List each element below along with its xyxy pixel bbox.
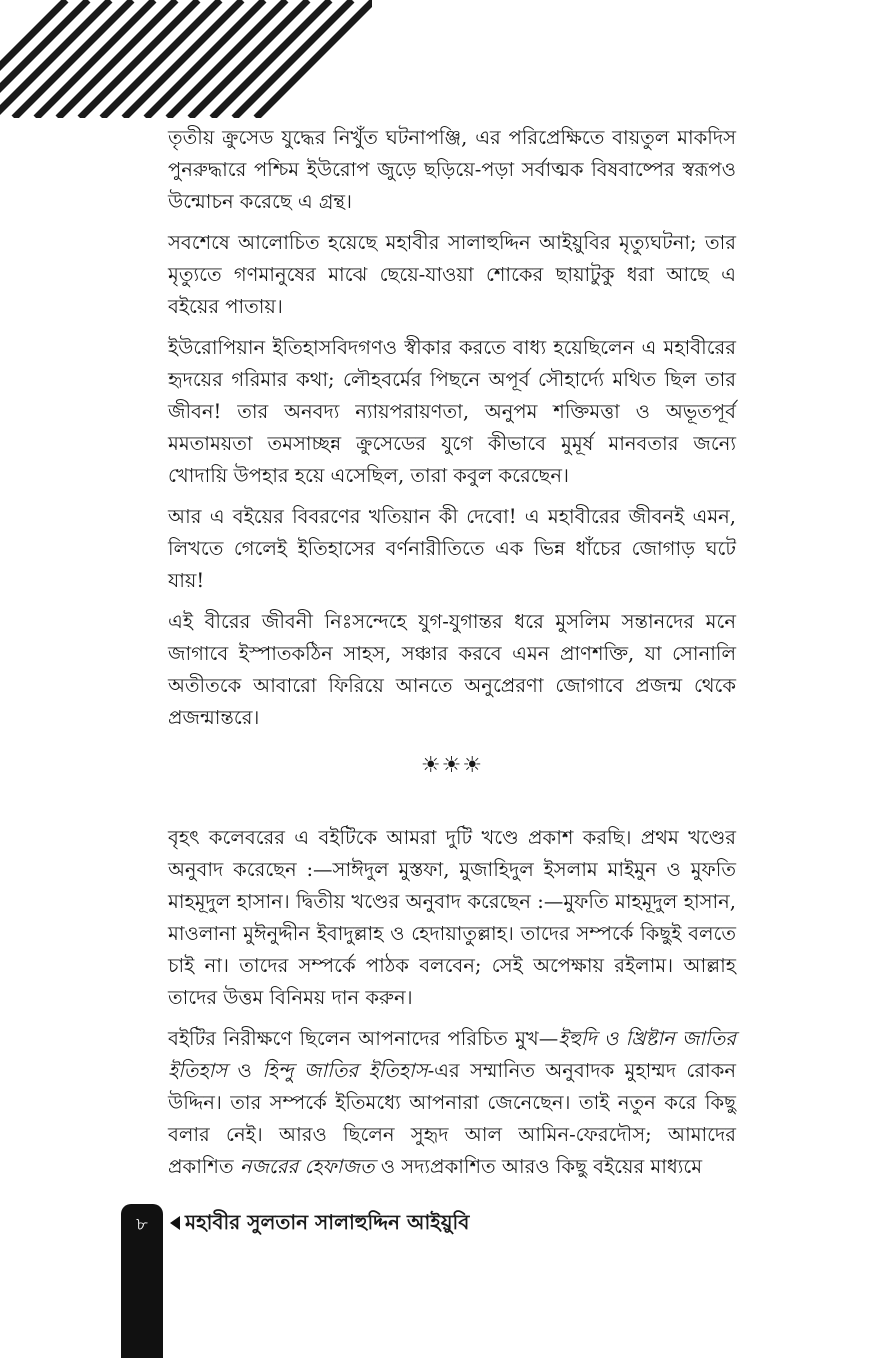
body-text-bottom	[168, 822, 736, 1192]
triangle-left-icon	[170, 1216, 180, 1230]
text-run: ও সদ্যপ্রকাশিত আরও কিছু বইয়ের মাধ্যমে	[374, 1155, 703, 1178]
footer-page-tab	[121, 1204, 163, 1358]
corner-stripe-decoration	[0, 0, 372, 118]
text-run: -এর সম্মানিত অনুবাদক মুহাম্মদ রোকন উদ্দিন। তার সম্পর্কে ইতিমধ্যে আপনারা জেনেছেন। তাই নতুন করে কিছু বলার নেই। আরও ছিলেন সুহৃদ আল আমিন-ফেরদৌস; আমাদের প্রকাশিত	[168, 1059, 736, 1178]
body-text-top	[168, 122, 736, 743]
book-title-italic: ইহুদি ও খ্রিষ্টান জাতির ইতিহাস	[168, 1027, 736, 1082]
review-paragraph	[168, 1023, 736, 1183]
text-run: ও	[227, 1059, 263, 1082]
running-book-title: মহাবীর সুলতান সালাহুদ্দিন আইয়ুবি	[185, 1210, 470, 1234]
paragraph: এই বীরের জীবনী নিঃসন্দেহে যুগ-যুগান্তর ধরে মুসলিম সন্তানদের মনে জাগাবে ইস্পাতকঠিন সাহস, সঞ্চার করবে এমন প্রাণশক্তি, যা সোনালি অতীতকে আবারো ফিরিয়ে আনতে অনুপ্রেরণা জোগাবে প্রজন্ম থেকে প্রজন্মান্তরে।	[168, 610, 736, 729]
text-run: বইটির নিরীক্ষণে ছিলেন আপনাদের পরিচিত মুখ—	[168, 1027, 559, 1050]
section-divider-ornament: ☀☀☀	[420, 753, 484, 778]
book-title-italic: হিন্দু জাতির ইতিহাস	[262, 1059, 428, 1082]
paragraph: সবশেষে আলোচিত হয়েছে মহাবীর সালাহুদ্দিন আইয়ুবির মৃত্যুঘটনা; তার মৃত্যুতে গণমানুষের মাঝে ছেয়ে-যাওয়া শোকের ছায়াটুকু ধরা আছে এ বইয়ের পাতায়।	[168, 231, 736, 318]
paragraph: ইউরোপিয়ান ইতিহাসবিদগণও স্বীকার করতে বাধ্য হয়েছিলেন এ মহাবীরের হৃদয়ের গরিমার কথা; লৌহবর্মের পিছনে অপূর্ব সৌহার্দ্যে মথিত ছিল তার জীবন! তার অনবদ্য ন্যায়পরায়ণতা, অনুপম শক্তিমত্তা ও অভূতপূর্ব মমতাময়তা তমসাচ্ছন্ন ক্রুসেডের যুগে কীভাবে মুমূর্ষ মানবতার জন্যে খোদায়ি উপহার হয়ে এসেছিল, তারা কবুল করেছেন।	[168, 336, 736, 487]
book-title-italic: নজরের হেফাজত	[239, 1155, 375, 1178]
credits-paragraph: বৃহৎ কলেবরের এ বইটিকে আমরা দুটি খণ্ডে প্রকাশ করছি। প্রথম খণ্ডের অনুবাদ করেছেন :—সাঈদুল মুস্তফা, মুজাহিদুল ইসলাম মাইমুন ও মুফতি মাহমূদুল হাসান। দ্বিতীয় খণ্ডের অনুবাদ করেছেন :—মুফতি মাহমূদুল হাসান, মাওলানা মুঈনুদ্দীন ইবাদুল্লাহ ও হেদায়াতুল্লাহ। তাদের সম্পর্কে কিছুই বলতে চাই না। তাদের সম্পর্কে পাঠক বলবেন; সেই অপেক্ষায় রইলাম। আল্লাহ তাদের উত্তম বিনিময় দান করুন।	[168, 826, 736, 1009]
page-number: ৮	[136, 1214, 148, 1235]
paragraph: আর এ বইয়ের বিবরণের খতিয়ান কী দেবো! এ মহাবীরের জীবনই এমন, লিখতে গেলেই ইতিহাসের বর্ণনারীতিতে এক ভিন্ন ধাঁচের জোগাড় ঘটে যায়!	[168, 505, 736, 592]
paragraph: তৃতীয় ক্রুসেড যুদ্ধের নিখুঁত ঘটনাপঞ্জি, এর পরিপ্রেক্ষিতে বায়তুল মাকদিস পুনরুদ্ধারে পশ্চিম ইউরোপ জুড়ে ছড়িয়ে-পড়া সর্বাত্মক বিষবাষ্পের স্বরূপও উন্মোচন করেছে এ গ্রন্থ।	[168, 126, 736, 213]
